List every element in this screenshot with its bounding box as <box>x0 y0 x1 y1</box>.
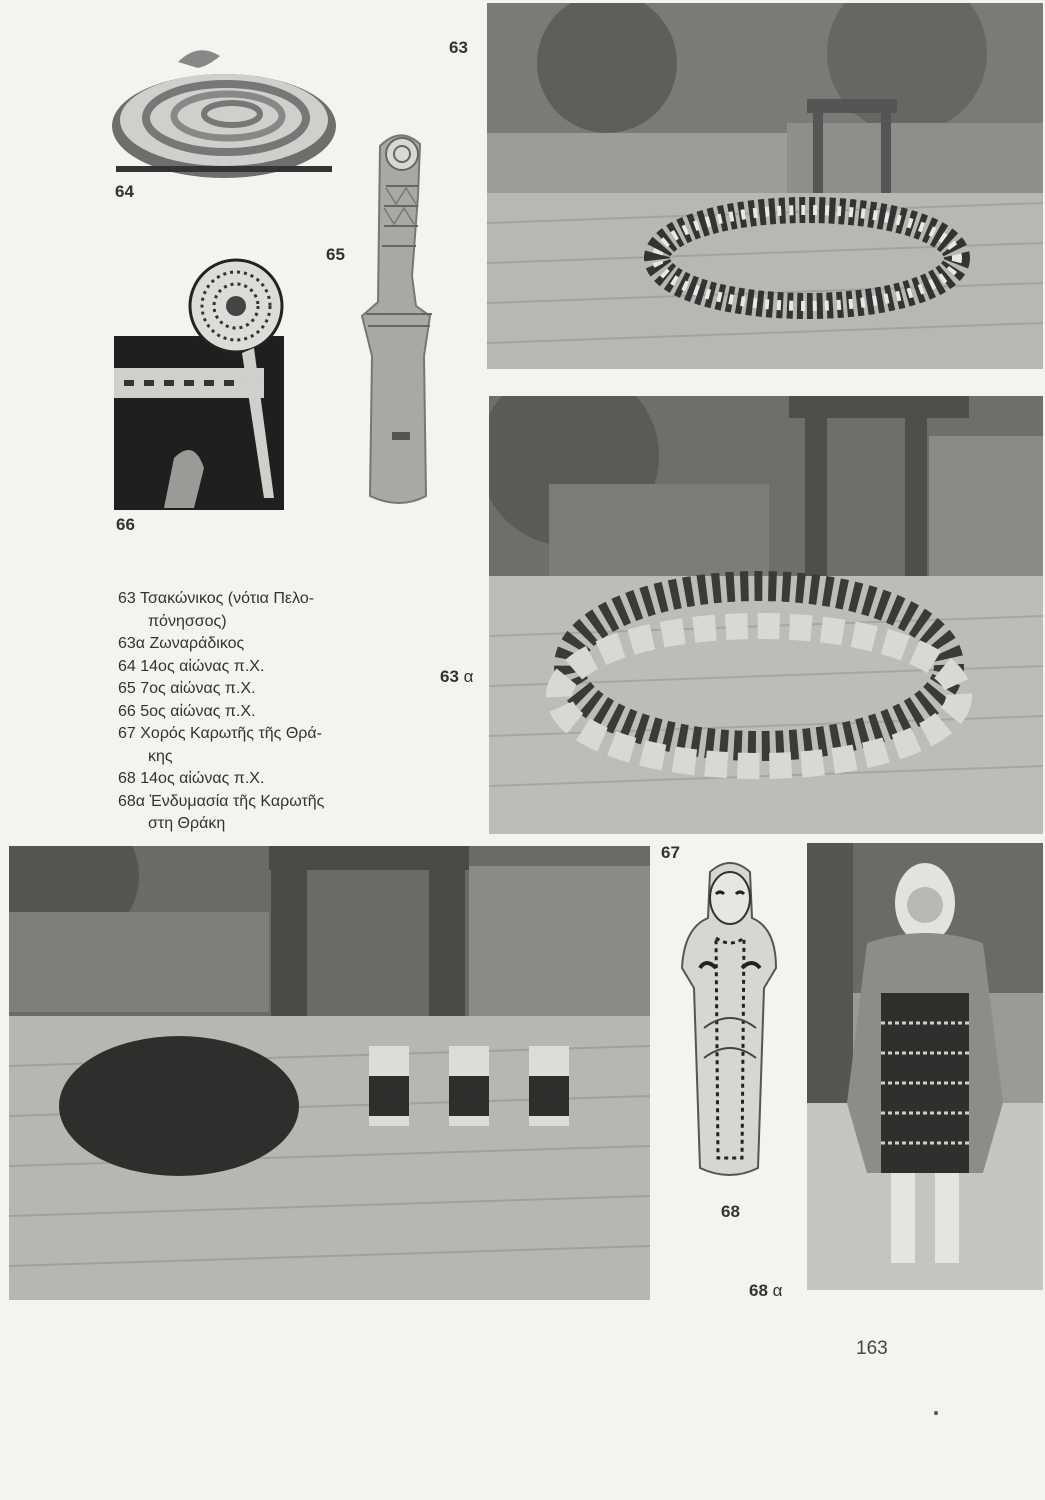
photo-67-karoti-dance <box>9 846 650 1300</box>
caption-63: 63 Τσακώνικος (νότια Πελο- πόνησσος) <box>118 590 315 630</box>
print-speck <box>934 1411 938 1415</box>
figure-number-68: 68 <box>721 1202 740 1221</box>
figure-number-68a: 68 α <box>749 1281 783 1300</box>
figure-number-64: 64 <box>115 182 134 201</box>
caption-68: 68 14ος αἰώνας π.Χ. <box>118 770 265 787</box>
caption-65: 65 7ος αἰώνας π.Χ. <box>118 680 256 697</box>
figure-66-vase-fragment <box>114 258 284 510</box>
caption-68a: 68α Ἐνδυμασία τῆς Καρωτῆς στη Θράκη <box>118 792 325 832</box>
caption-66: 66 5ος αἰώνας π.Χ. <box>118 702 256 720</box>
figure-64-spiral-artifact <box>108 38 340 183</box>
photo-68a-karoti-costume <box>807 843 1043 1290</box>
caption-67: 67 Χορός Καρωτῆς τῆς Θρά- κης <box>118 725 322 765</box>
figure-65-idol-artifact <box>352 126 448 508</box>
figure-number-63a: 63 α <box>440 667 474 686</box>
page-number: 163 <box>856 1338 888 1359</box>
figure-number-63: 63 <box>449 38 468 57</box>
photo-63-tsakonikos-dance <box>487 3 1043 369</box>
figure-number-65: 65 <box>326 245 345 264</box>
caption-64: 64 14ος αἰώνας π.Χ. <box>118 657 265 675</box>
photo-63a-zonaradikos-dance <box>489 396 1043 834</box>
figure-68-female-figurine <box>676 858 784 1182</box>
caption-63a: 63α Ζωναράδικος <box>118 635 245 652</box>
figure-captions <box>118 588 408 836</box>
figure-number-66: 66 <box>116 515 135 534</box>
figure-number-67: 67 <box>661 843 680 862</box>
